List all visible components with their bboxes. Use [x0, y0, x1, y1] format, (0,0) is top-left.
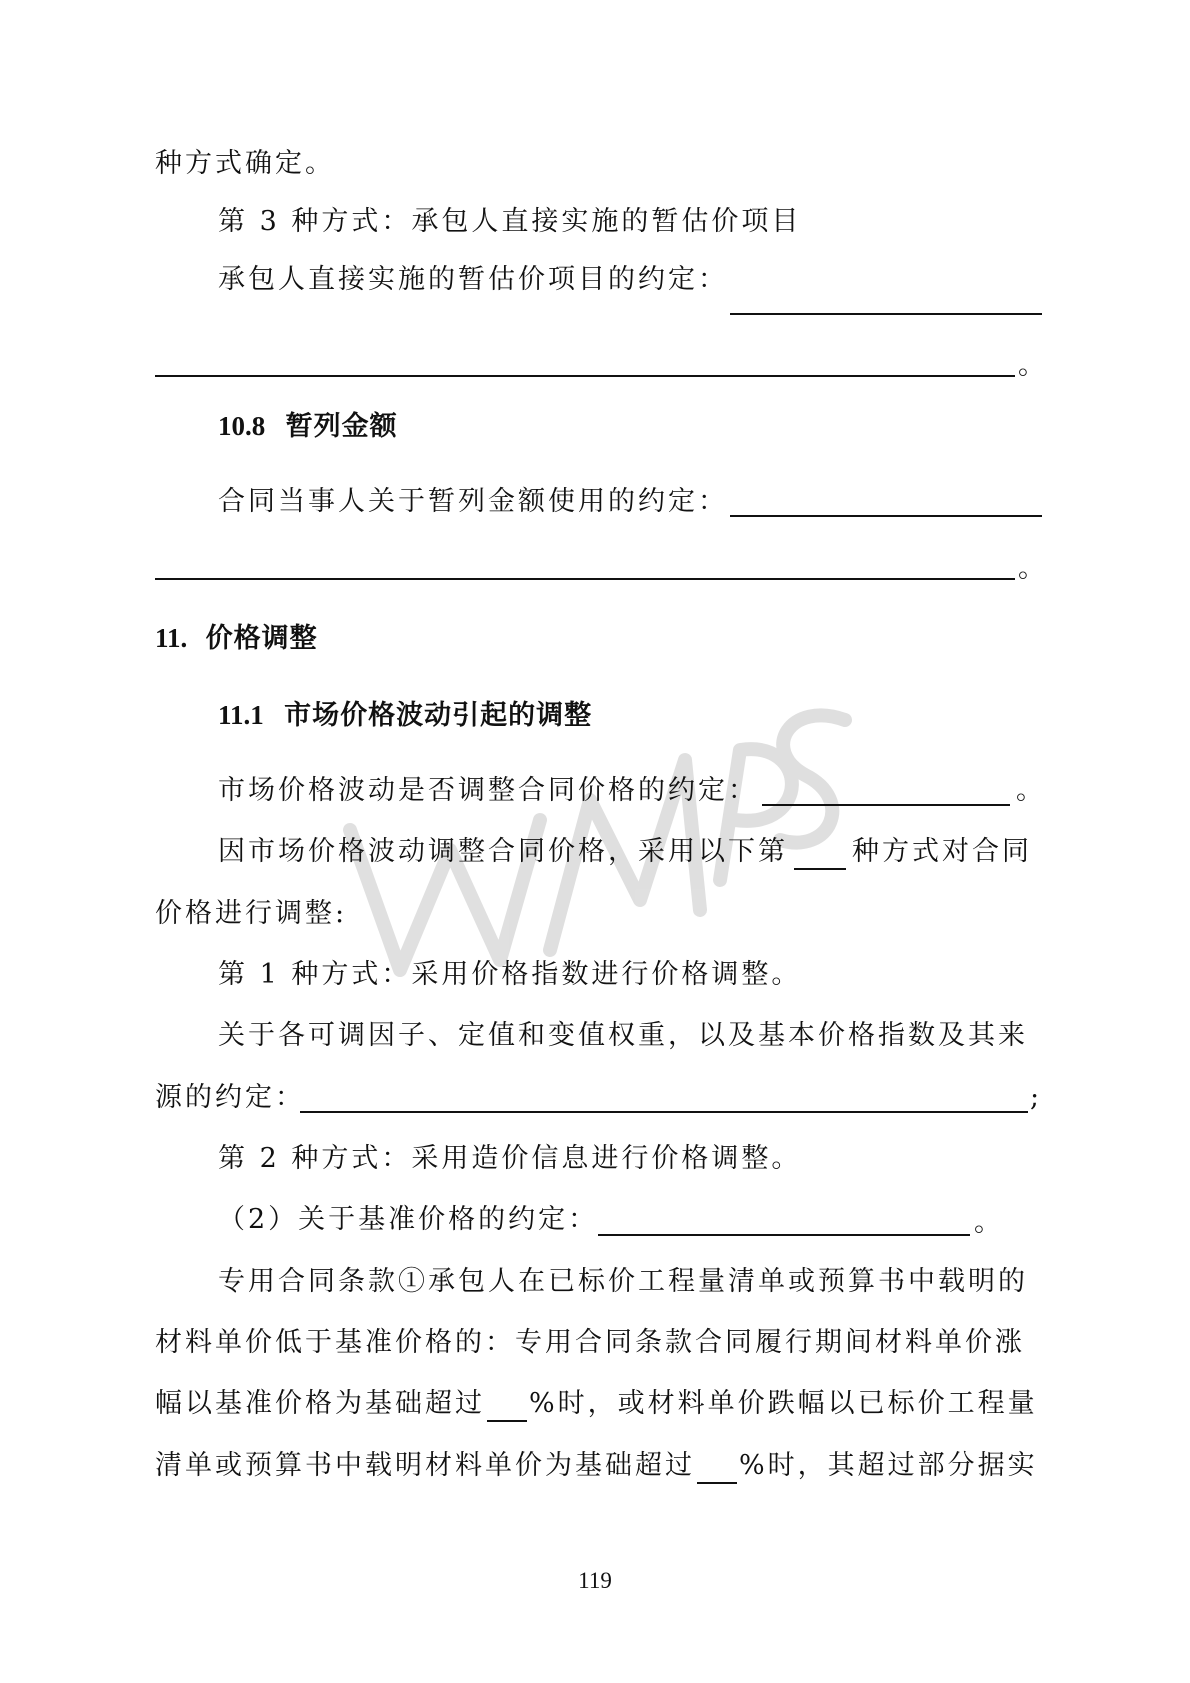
section-heading-11: [155, 620, 318, 657]
paragraph-line: [155, 896, 347, 932]
paragraph-line: [155, 1325, 1025, 1361]
period-mark: 。: [974, 1207, 1001, 1238]
paragraph-line: [218, 484, 728, 520]
text-span: %时，或材料单价跌幅以已标价工程量: [529, 1388, 1038, 1419]
text-span: 第 3 种方式：承包人直接实施的暂估价项目: [218, 206, 802, 237]
fill-blank-line: [300, 1111, 1028, 1113]
page-number: 119: [578, 1568, 612, 1593]
paragraph-line: [218, 834, 1032, 870]
fill-blank: [697, 1452, 737, 1484]
section-number: 11.: [155, 623, 188, 653]
paragraph-line: [218, 204, 801, 240]
period-mark: 。: [1018, 350, 1045, 381]
text-span: 专用合同条款①承包人在已标价工程量清单或预算书中载明的: [218, 1266, 1028, 1297]
paragraph-line: [155, 1448, 1038, 1484]
section-title: 暂列金额: [285, 411, 398, 442]
text-span: 合同当事人关于暂列金额使用的约定：: [218, 486, 728, 517]
fill-blank-line: [730, 313, 1042, 315]
fill-blank: [794, 838, 846, 870]
text-span: 承包人直接实施的暂估价项目的约定：: [218, 264, 728, 295]
text-span: 种方式对合同: [852, 836, 1032, 867]
paragraph-line: [218, 262, 728, 298]
fill-blank-line: [155, 375, 1015, 377]
paragraph-line: [218, 1264, 1028, 1300]
period-mark: 。: [1018, 553, 1045, 584]
text-span: 市场价格波动是否调整合同价格的约定：: [218, 775, 758, 806]
text-span: 幅以基准价格为基础超过: [155, 1388, 485, 1419]
paragraph-line: [218, 1202, 598, 1238]
fill-blank-line: [155, 578, 1015, 580]
paragraph-line: [155, 146, 335, 182]
section-title: 价格调整: [205, 623, 318, 654]
paragraph-line: [218, 1018, 1028, 1054]
paragraph-line: [218, 773, 758, 809]
text-span: 因市场价格波动调整合同价格，采用以下第: [218, 836, 788, 867]
section-title: 市场价格波动引起的调整: [284, 700, 593, 731]
text-span: （2）关于基准价格的约定：: [218, 1204, 599, 1235]
fill-blank: [487, 1390, 527, 1422]
text-span: 第 1 种方式：采用价格指数进行价格调整。: [218, 959, 802, 990]
section-number: 11.1: [218, 700, 264, 730]
paragraph-line: [218, 1141, 801, 1177]
text-span: 清单或预算书中载明材料单价为基础超过: [155, 1450, 695, 1481]
text-span: 种方式确定。: [155, 148, 335, 179]
paragraph-line: [155, 1386, 1038, 1422]
period-mark: 。: [1016, 775, 1043, 806]
semicolon-mark: ;: [1030, 1082, 1040, 1113]
paragraph-line: [155, 1080, 305, 1116]
text-span: 价格进行调整:: [155, 898, 348, 929]
section-heading-11-1: [218, 697, 592, 734]
text-span: %时，其超过部分据实: [739, 1450, 1038, 1481]
fill-blank-line: [762, 804, 1010, 806]
paragraph-line: [218, 957, 801, 993]
text-span: 第 2 种方式：采用造价信息进行价格调整。: [218, 1143, 802, 1174]
section-number: 10.8: [218, 411, 266, 441]
fill-blank-line: [730, 515, 1042, 517]
fill-blank-line: [598, 1234, 970, 1236]
text-span: 源的约定：: [155, 1082, 305, 1113]
text-span: 关于各可调因子、定值和变值权重，以及基本价格指数及其来: [218, 1020, 1028, 1051]
section-heading-10-8: [218, 408, 398, 445]
text-span: 材料单价低于基准价格的：专用合同条款合同履行期间材料单价涨: [155, 1327, 1025, 1358]
